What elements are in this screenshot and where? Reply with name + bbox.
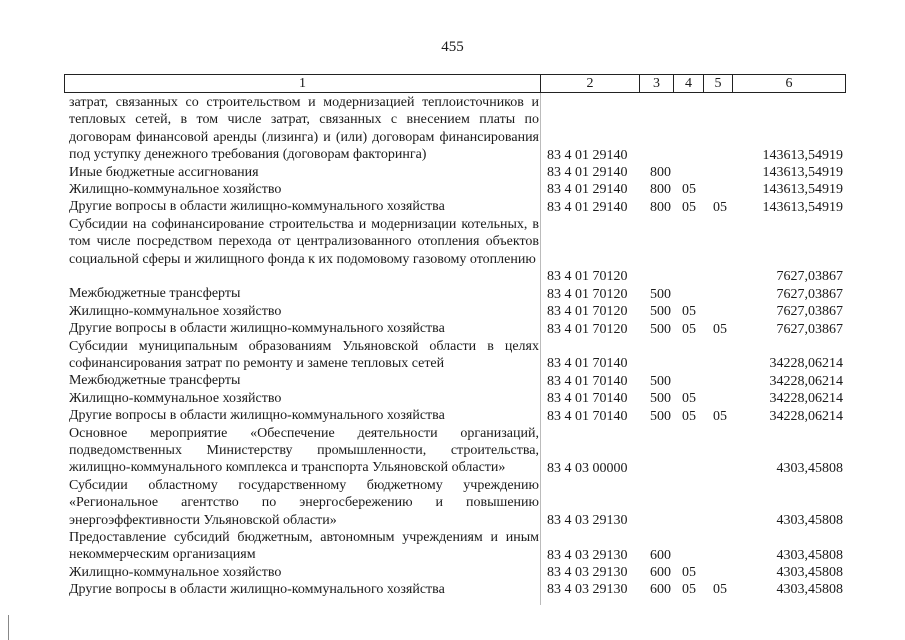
table-row (0, 216, 905, 286)
row-expense-type: 600 (650, 565, 671, 581)
row-name: Жилищно-коммунальное хозяйство (69, 181, 282, 197)
header-col-1: 1 (65, 75, 541, 92)
row-amount: 34228,06214 (769, 356, 843, 372)
row-code: 83 4 01 29140 (547, 182, 628, 198)
row-amount: 143613,54919 (762, 199, 843, 215)
row-section: 05 (682, 199, 696, 215)
row-expense-type: 600 (650, 547, 671, 563)
row-code: 83 4 01 29140 (547, 164, 628, 180)
row-section: 05 (682, 565, 696, 581)
row-code: 83 4 01 70140 (547, 408, 628, 424)
row-expense-type: 800 (650, 164, 671, 180)
row-amount: 34228,06214 (769, 373, 843, 389)
page-number: 455 (441, 39, 464, 55)
table-row (0, 198, 905, 215)
row-amount: 143613,54919 (762, 182, 843, 198)
row-expense-type: 800 (650, 199, 671, 215)
header-col-2: 2 (541, 75, 640, 92)
row-amount: 4303,45808 (776, 460, 843, 476)
row-name: Другие вопросы в области жилищно-коммунального хозяйства (69, 408, 445, 424)
header-col-6: 6 (785, 76, 793, 91)
row-name: Жилищно-коммунальное хозяйство (69, 303, 282, 319)
row-section: 05 (682, 182, 696, 198)
row-section: 05 (682, 304, 696, 320)
header-col-3: 3 (640, 75, 674, 92)
table-header (64, 74, 846, 93)
table-row (0, 164, 905, 181)
row-amount: 4303,45808 (776, 512, 843, 528)
table-row (0, 390, 905, 407)
row-amount: 7627,03867 (776, 286, 843, 302)
row-amount: 34228,06214 (769, 408, 843, 424)
row-name: Жилищно-коммунальное хозяйство (69, 390, 282, 406)
row-code: 83 4 03 29130 (547, 512, 628, 528)
row-name: Межбюджетные трансферты (69, 373, 241, 389)
row-code: 83 4 01 29140 (547, 147, 628, 163)
table-row (0, 529, 905, 564)
row-code: 83 4 03 29130 (547, 582, 628, 598)
row-amount: 4303,45808 (776, 582, 843, 598)
row-subsection: 05 (713, 582, 727, 598)
row-name: Другие вопросы в области жилищно-коммунального хозяйства (69, 582, 445, 598)
table-row (0, 338, 905, 373)
row-amount: 143613,54919 (762, 164, 843, 180)
row-name: Другие вопросы в области жилищно-коммунального хозяйства (69, 321, 445, 337)
row-expense-type: 600 (650, 582, 671, 598)
table-row (0, 581, 905, 598)
row-code: 83 4 03 29130 (547, 547, 628, 563)
row-subsection: 05 (713, 321, 727, 337)
row-name: затрат, связанных со строительством и модернизацией теплоисточников и тепловых сетей, в том числе затрат, связанных с внесением платы по договорам финансовой аренды (лизинга) и (или) договорам финансирования под уступку денежного требования (договорам факторинга) (69, 95, 539, 163)
row-code: 83 4 01 70120 (547, 286, 628, 302)
row-name: Субсидии муниципальным образованиям Ульяновской области в целях софинансирования затрат по ремонту и замене тепловых сетей (69, 338, 539, 371)
row-amount: 4303,45808 (776, 565, 843, 581)
row-code: 83 4 03 00000 (547, 460, 628, 476)
page-edge-mark (8, 615, 9, 640)
row-name: Субсидии областному государственному бюджетному учреждению «Региональное агентство по энергосбережению и повышению энергоэффективности Ульяновской области» (69, 477, 539, 528)
row-expense-type: 500 (650, 391, 671, 407)
table-row (0, 303, 905, 320)
row-expense-type: 800 (650, 182, 671, 198)
table-row (0, 181, 905, 198)
table-row (0, 372, 905, 389)
table-row (0, 564, 905, 581)
row-section: 05 (682, 582, 696, 598)
row-code: 83 4 01 70140 (547, 356, 628, 372)
row-name: Субсидии на софинансирование строительства и модернизации котельных, в том числе посредством перехода от централизованного отопления объектов социальной сферы и жилищного фонда к их подомовому газовому отоплению (69, 216, 539, 267)
row-expense-type: 500 (650, 286, 671, 302)
row-amount: 34228,06214 (769, 391, 843, 407)
table-row (0, 94, 905, 164)
table-row (0, 285, 905, 302)
row-expense-type: 500 (650, 321, 671, 337)
table-row (0, 320, 905, 337)
row-expense-type: 500 (650, 408, 671, 424)
row-name: Жилищно-коммунальное хозяйство (69, 564, 282, 580)
row-section: 05 (682, 408, 696, 424)
header-col-4: 4 (674, 75, 704, 92)
row-code: 83 4 01 70120 (547, 321, 628, 337)
table-row (0, 425, 905, 477)
table-body (0, 94, 905, 598)
row-code: 83 4 01 70120 (547, 304, 628, 320)
row-subsection: 05 (713, 199, 727, 215)
row-amount: 143613,54919 (762, 147, 843, 163)
row-code: 83 4 01 70140 (547, 391, 628, 407)
row-name: Иные бюджетные ассигнования (69, 164, 259, 180)
row-name: Предоставление субсидий бюджетным, автономным учреждениям и иным некоммерческим организациям (69, 529, 539, 563)
table-row (0, 477, 905, 529)
row-code: 83 4 01 29140 (547, 199, 628, 215)
row-code: 83 4 01 70120 (547, 269, 628, 285)
row-section: 05 (682, 391, 696, 407)
header-col-5: 5 (704, 75, 733, 92)
row-name: Межбюджетные трансферты (69, 286, 241, 302)
row-name: Другие вопросы в области жилищно-коммунального хозяйства (69, 199, 445, 215)
row-code: 83 4 01 70140 (547, 373, 628, 389)
row-amount: 7627,03867 (776, 321, 843, 337)
row-amount: 4303,45808 (776, 547, 843, 563)
table-row (0, 407, 905, 424)
row-code: 83 4 03 29130 (547, 565, 628, 581)
row-section: 05 (682, 321, 696, 337)
row-subsection: 05 (713, 408, 727, 424)
row-expense-type: 500 (650, 304, 671, 320)
row-amount: 7627,03867 (776, 269, 843, 285)
row-amount: 7627,03867 (776, 304, 843, 320)
row-expense-type: 500 (650, 373, 671, 389)
row-name: Основное мероприятие «Обеспечение деятельности организаций, подведомственных Министерству промышленности, строительства, жилищно-коммунального комплекса и транспорта Ульяновской области» (69, 425, 539, 476)
